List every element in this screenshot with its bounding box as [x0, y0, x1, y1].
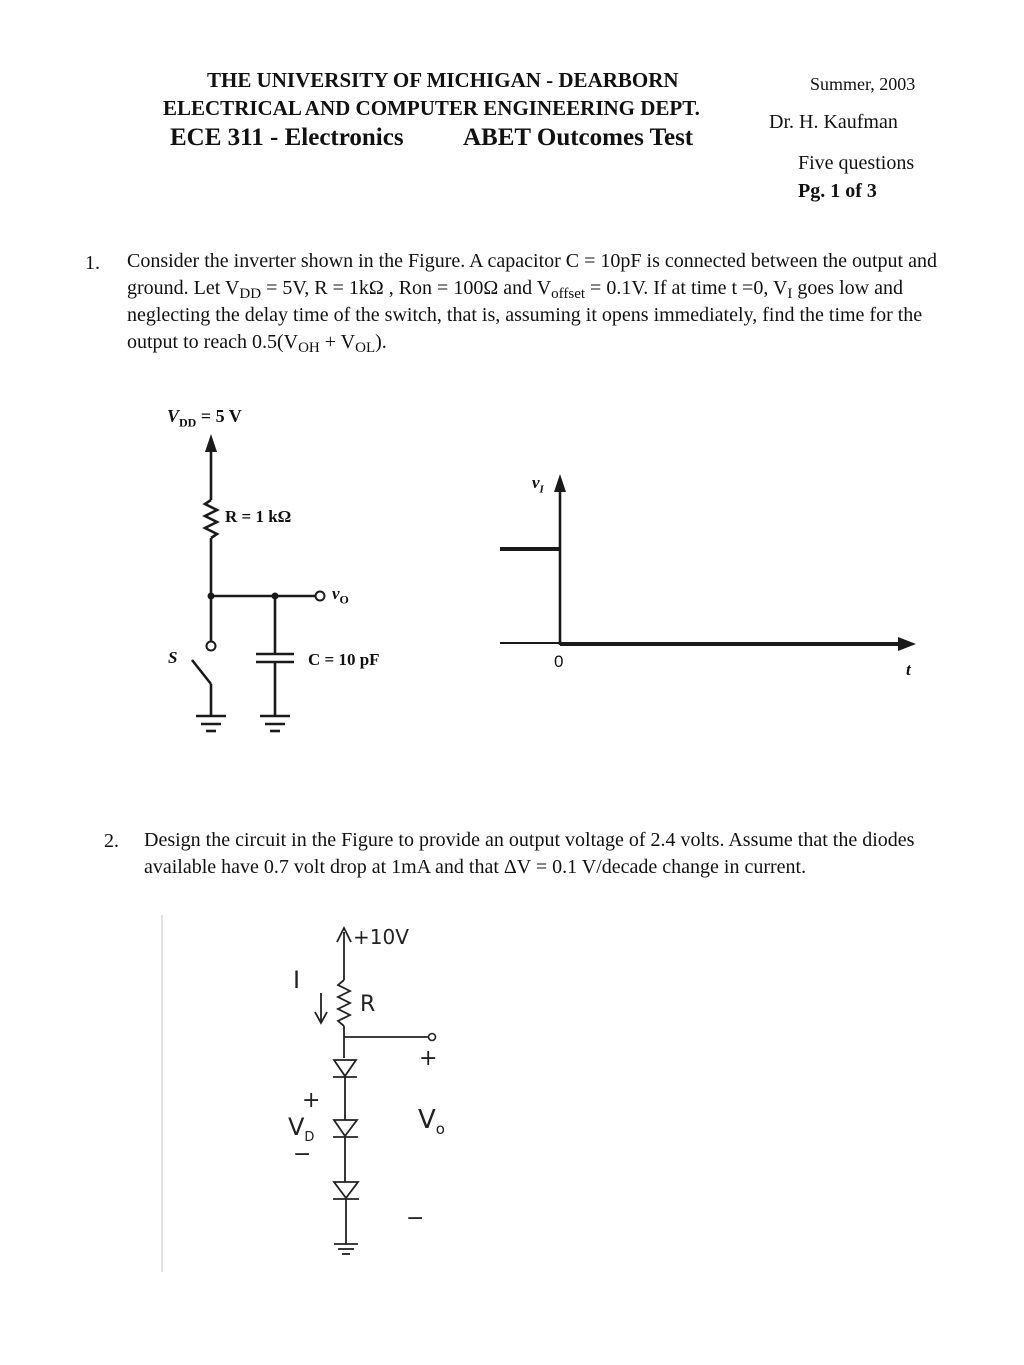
origin-label: 0: [554, 652, 564, 671]
question-2-number: 2.: [104, 830, 119, 852]
page-number: Pg. 1 of 3: [798, 180, 877, 202]
university-name: THE UNIVERSITY OF MICHIGAN - DEARBORN: [207, 68, 679, 92]
instructor: Dr. H. Kaufman: [769, 111, 898, 133]
term: Summer, 2003: [810, 74, 916, 94]
capacitor-label: C = 10 pF: [308, 650, 380, 669]
question-1-text: Consider the inverter shown in the Figure. A capacitor C = 10pF is connected between the output and ground. Let $V_{DD} = 5V$, R = 1kΩ , Ron = 100Ω and $V_{offset} = 0.1V$. If at time t =0, $V_I$ goes low and neglecting the delay time of the switch, that is, assuming it opens immediately, find the time for the output to reach $0.5(V_{OH} + V_{OL})$.: [127, 250, 937, 356]
question-count: Five questions: [798, 152, 915, 174]
supply-voltage-label: +10V: [353, 925, 409, 949]
resistor-r-label: R: [360, 992, 376, 1017]
question-2-text: Design the circuit in the Figure to provide an output voltage of 2.4 volts. Assume that the diodes available have 0.7 volt drop at 1mA and that ΔV = 0.1 V/decade change in current.: [144, 829, 915, 878]
input-voltage-axis-label: $v_I$: [532, 473, 544, 496]
current-label: I: [293, 966, 301, 994]
time-axis-label: t: [906, 660, 911, 679]
vdd-label: $V_{DD} = 5$ V: [167, 406, 242, 430]
resistor-label: R = 1 kΩ: [225, 507, 292, 526]
output-minus-sign: −: [406, 1206, 425, 1231]
question-1-number: 1.: [85, 252, 100, 274]
diode-minus-sign: −: [293, 1142, 312, 1167]
output-voltage-label: $v_O$: [332, 584, 349, 607]
diode-voltage-vd-label: $V_D$: [288, 1113, 315, 1145]
diode-plus-sign: +: [302, 1088, 321, 1113]
department-name: ELECTRICAL AND COMPUTER ENGINEERING DEPT.: [163, 96, 700, 120]
output-plus-sign: +: [419, 1046, 438, 1071]
test-title: ABET Outcomes Test: [463, 124, 694, 151]
switch-label: S: [168, 648, 178, 667]
course-title: ECE 311 - Electronics: [170, 124, 404, 151]
output-voltage-vo-label: $V_o$: [418, 1105, 445, 1139]
